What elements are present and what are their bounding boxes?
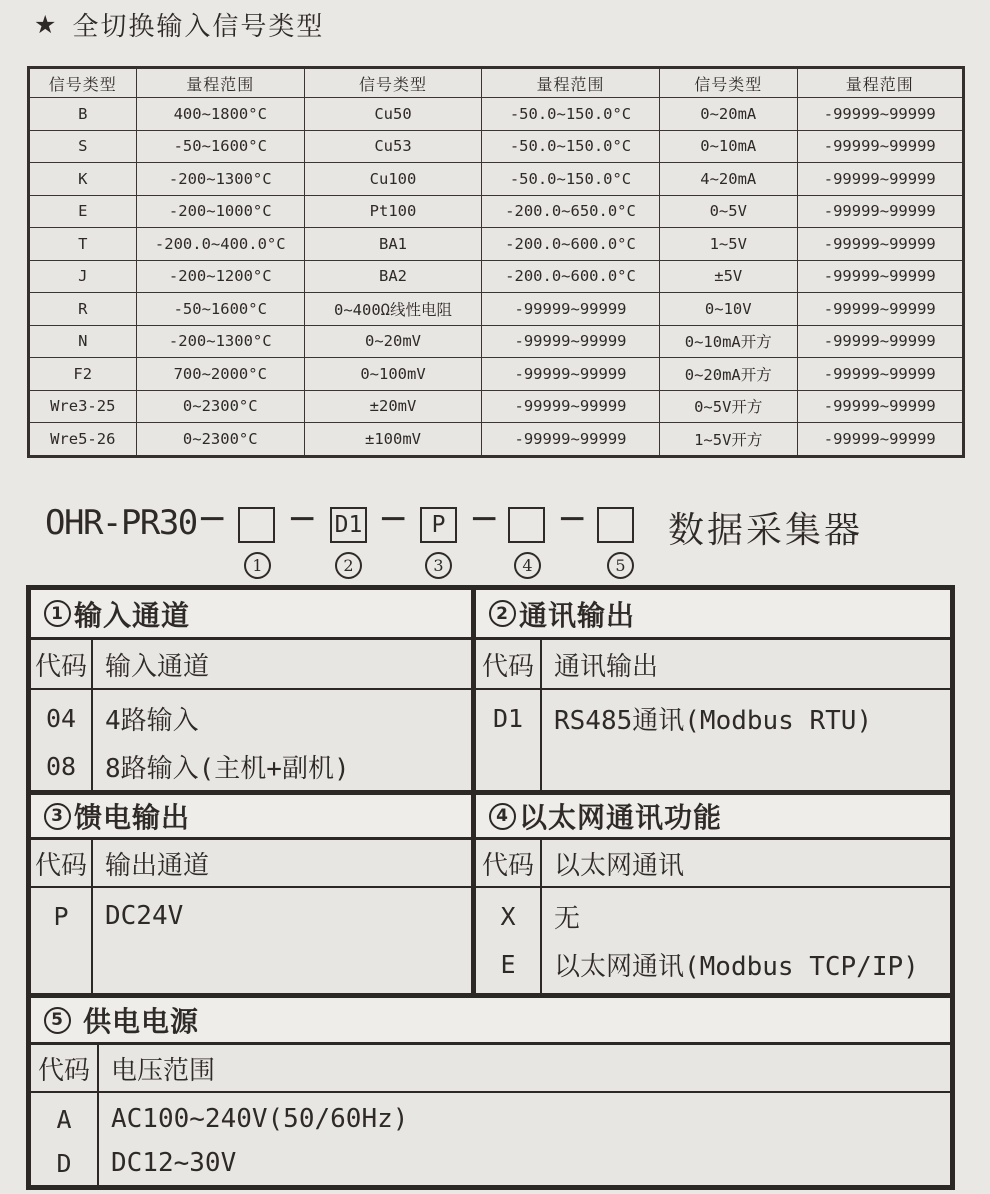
circled-number-4-icon: 4: [514, 552, 541, 579]
cell: -200.0~600.0°C: [482, 228, 660, 261]
desc-value: DC24V: [105, 901, 184, 931]
section-1-header: [31, 590, 471, 640]
cell: -200.0~600.0°C: [482, 260, 660, 293]
cell: 0~400Ω线性电阻: [305, 293, 482, 326]
desc-header: 输入通道: [105, 651, 210, 682]
cell: R: [29, 293, 137, 326]
cell: -50.0~150.0°C: [482, 98, 660, 131]
section-1-subheader: [31, 640, 471, 690]
code-value: 08: [45, 751, 77, 781]
section-1-title: 输入通道: [74, 598, 191, 632]
code-column: [476, 690, 542, 790]
model-box-1: [238, 507, 275, 543]
cell: -200~1000°C: [136, 195, 305, 228]
cell: F2: [29, 358, 137, 391]
code-column: [476, 888, 542, 993]
cell: -99999~99999: [797, 325, 964, 358]
table-row: [29, 325, 964, 358]
code-column: [31, 690, 93, 790]
cell: S: [29, 130, 137, 163]
table-row: [29, 98, 964, 131]
cell: 400~1800°C: [136, 98, 305, 131]
cell: -99999~99999: [797, 293, 964, 326]
circled-number-1-icon: 1: [44, 600, 71, 627]
desc-value: DC12~30V: [111, 1148, 237, 1178]
table-row: [29, 228, 964, 261]
code-value: P: [53, 901, 69, 931]
cell: E: [29, 195, 137, 228]
cell: 0~20mV: [305, 325, 482, 358]
model-box-2: D1: [330, 507, 367, 543]
circled-number-4-icon: 4: [489, 803, 516, 830]
cell: 4~20mA: [660, 163, 798, 196]
cell: Pt100: [305, 195, 482, 228]
code-value: E: [500, 949, 516, 979]
cell: 0~5V: [660, 195, 798, 228]
cell: K: [29, 163, 137, 196]
cell: -99999~99999: [797, 390, 964, 423]
dash: −: [378, 498, 409, 539]
cell: -200~1300°C: [136, 163, 305, 196]
code-value: A: [56, 1104, 72, 1134]
code-value: D: [56, 1148, 72, 1178]
cell: -200~1200°C: [136, 260, 305, 293]
code-header: 代码: [31, 1045, 99, 1091]
section-2-body: [476, 690, 950, 790]
desc-value: 无: [554, 903, 581, 934]
code-header: 代码: [476, 840, 542, 886]
dash: −: [557, 498, 588, 539]
cell: 0~10mA开方: [660, 325, 798, 358]
cell: -200.0~650.0°C: [482, 195, 660, 228]
circled-number-3-icon: 3: [425, 552, 452, 579]
cell: -99999~99999: [797, 163, 964, 196]
signal-table-header-row: [29, 68, 964, 98]
col-header-signal-type-2: 信号类型: [305, 68, 482, 98]
col-header-signal-type-3: 信号类型: [660, 68, 798, 98]
cell: -99999~99999: [797, 260, 964, 293]
col-header-range-2: 量程范围: [482, 68, 660, 98]
circled-number-2-icon: 2: [335, 552, 362, 579]
code-value: X: [500, 901, 516, 931]
code-header: 代码: [31, 840, 93, 886]
section-power-feed-output: [31, 795, 476, 993]
section-comm-output: [476, 590, 950, 790]
doc-title: [34, 6, 324, 43]
section-input-channels: [31, 590, 476, 790]
dash: −: [469, 498, 500, 539]
code-value: D1: [492, 703, 524, 733]
cell: -50~1600°C: [136, 293, 305, 326]
cell: -99999~99999: [482, 325, 660, 358]
section-2-subheader: [476, 640, 950, 690]
dash: −: [287, 498, 318, 539]
section-3-body: [31, 888, 471, 993]
table-row: [29, 423, 964, 457]
cell: Wre3-25: [29, 390, 137, 423]
desc-header: 电压范围: [111, 1055, 216, 1086]
desc-value: 以太网通讯(Modbus TCP/IP): [554, 951, 919, 982]
section-4-subheader: [476, 840, 950, 888]
circled-number-3-icon: 3: [44, 803, 71, 830]
code-header: 代码: [31, 640, 93, 688]
spec-row-2: [31, 795, 950, 998]
section-5-subheader: [31, 1045, 950, 1093]
circled-number-5-icon: 5: [44, 1007, 71, 1034]
code-value: 04: [45, 703, 77, 733]
table-row: [29, 358, 964, 391]
cell: -50~1600°C: [136, 130, 305, 163]
doc-title-text: 全切换输入信号类型: [72, 12, 325, 42]
cell: 1~5V开方: [660, 423, 798, 457]
cell: -99999~99999: [482, 390, 660, 423]
signal-range-table: [27, 66, 965, 458]
model-prefix: OHR-PR30: [45, 503, 197, 543]
cell: ±100mV: [305, 423, 482, 457]
desc-value: AC100~240V(50/60Hz): [111, 1104, 409, 1134]
section-5-body: [31, 1093, 950, 1185]
section-2-title: 通讯输出: [519, 598, 636, 632]
cell: 0~2300°C: [136, 390, 305, 423]
cell: -99999~99999: [482, 293, 660, 326]
cell: -99999~99999: [797, 195, 964, 228]
cell: 0~10mA: [660, 130, 798, 163]
cell: 0~5V开方: [660, 390, 798, 423]
desc-column: [542, 690, 950, 790]
section-5-header: [31, 998, 950, 1045]
cell: Cu50: [305, 98, 482, 131]
model-code-line: [0, 495, 990, 590]
cell: -99999~99999: [797, 130, 964, 163]
table-row: [29, 163, 964, 196]
table-row: [29, 195, 964, 228]
desc-value: 8路输入(主机+副机): [105, 753, 350, 784]
cell: -99999~99999: [797, 98, 964, 131]
desc-column: [542, 888, 950, 993]
section-2-header: [476, 590, 950, 640]
cell: -99999~99999: [482, 358, 660, 391]
table-row: [29, 293, 964, 326]
model-box-5: [597, 507, 634, 543]
cell: 0~20mA: [660, 98, 798, 131]
section-1-body: [31, 690, 471, 790]
section-4-body: [476, 888, 950, 993]
code-column: [31, 1093, 99, 1185]
cell: 1~5V: [660, 228, 798, 261]
section-4-header: [476, 795, 950, 840]
cell: 700~2000°C: [136, 358, 305, 391]
section-3-subheader: [31, 840, 471, 888]
cell: T: [29, 228, 137, 261]
cell: -200~1300°C: [136, 325, 305, 358]
cell: -200.0~400.0°C: [136, 228, 305, 261]
cell: 0~10V: [660, 293, 798, 326]
model-box-3: P: [420, 507, 457, 543]
col-header-range-3: 量程范围: [797, 68, 964, 98]
cell: Cu100: [305, 163, 482, 196]
cell: -99999~99999: [797, 228, 964, 261]
desc-header: 输出通道: [105, 850, 210, 881]
spec-row-1: [31, 590, 950, 795]
model-box-4: [508, 507, 545, 543]
cell: -50.0~150.0°C: [482, 163, 660, 196]
cell: -99999~99999: [482, 423, 660, 457]
desc-column: [99, 1093, 950, 1185]
spec-row-3: [31, 998, 950, 1185]
table-row: [29, 130, 964, 163]
desc-column: [93, 888, 471, 993]
cell: 0~20mA开方: [660, 358, 798, 391]
star-icon: ★: [34, 10, 59, 39]
cell: ±20mV: [305, 390, 482, 423]
cell: 0~100mV: [305, 358, 482, 391]
cell: BA2: [305, 260, 482, 293]
cell: 0~2300°C: [136, 423, 305, 457]
section-4-title: 以太网通讯功能: [519, 801, 723, 834]
table-row: [29, 390, 964, 423]
col-header-range-1: 量程范围: [136, 68, 305, 98]
cell: -99999~99999: [797, 423, 964, 457]
cell: -99999~99999: [797, 358, 964, 391]
circled-number-5-icon: 5: [607, 552, 634, 579]
desc-value: 4路输入: [105, 705, 199, 736]
desc-column: [93, 690, 471, 790]
cell: ±5V: [660, 260, 798, 293]
table-row: [29, 260, 964, 293]
code-header: 代码: [476, 640, 542, 688]
desc-header: 通讯输出: [554, 651, 659, 682]
section-power-supply: [31, 998, 950, 1185]
cell: BA1: [305, 228, 482, 261]
circled-number-2-icon: 2: [489, 600, 516, 627]
cell: N: [29, 325, 137, 358]
circled-number-1-icon: 1: [244, 552, 271, 579]
section-3-title: 馈电输出: [74, 801, 191, 834]
cell: -50.0~150.0°C: [482, 130, 660, 163]
section-ethernet-comm: [476, 795, 950, 993]
dash: −: [197, 498, 228, 539]
cell: J: [29, 260, 137, 293]
desc-header: 以太网通讯: [554, 850, 685, 881]
code-column: [31, 888, 93, 993]
cell: Wre5-26: [29, 423, 137, 457]
ordering-spec-table: [26, 585, 955, 1190]
col-header-signal-type-1: 信号类型: [29, 68, 137, 98]
desc-value: RS485通讯(Modbus RTU): [554, 705, 873, 736]
cell: Cu53: [305, 130, 482, 163]
section-3-header: [31, 795, 471, 840]
cell: B: [29, 98, 137, 131]
section-5-title: 供电电源: [83, 1005, 200, 1038]
model-suffix: 数据采集器: [668, 510, 864, 551]
